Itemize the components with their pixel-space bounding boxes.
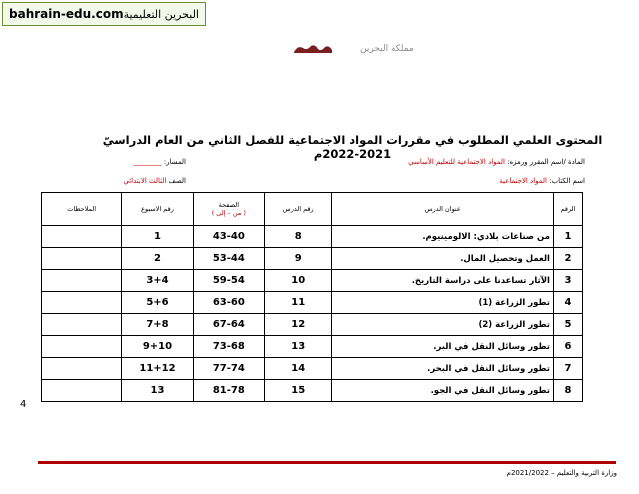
- cell-num: 8: [553, 380, 582, 402]
- cell-num: 4: [553, 292, 582, 314]
- table-header-row: [42, 193, 583, 226]
- table-row: [42, 292, 583, 314]
- header-notes: الملاحظات: [42, 193, 122, 226]
- subject-meta: [408, 158, 585, 166]
- cell-lesson-title: من صناعات بلادي: الالومينيوم.: [332, 226, 553, 248]
- cell-pages: 63-60: [193, 292, 264, 314]
- subject-label: المادة /اسم المقرر ورمزه:: [507, 158, 585, 166]
- table-row: [42, 270, 583, 292]
- footer-divider: [38, 461, 616, 464]
- cell-pages: 81-78: [193, 380, 264, 402]
- cell-pages: 43-40: [193, 226, 264, 248]
- cell-lesson-title: تطور وسائل النقل في البر.: [332, 336, 553, 358]
- header-text: مملكة البحرين: [360, 44, 414, 54]
- cell-notes: [42, 226, 122, 248]
- cell-lesson-title: تطور وسائل النقل في البحر.: [332, 358, 553, 380]
- header-week: رقم الاسبوع: [122, 193, 193, 226]
- site-badge[interactable]: [2, 2, 206, 26]
- cell-num: 1: [553, 226, 582, 248]
- header-title: عنوان الدرس: [332, 193, 553, 226]
- cell-num: 3: [553, 270, 582, 292]
- cell-week: 11+12: [122, 358, 193, 380]
- header-lesson: رقم الدرس: [264, 193, 332, 226]
- grade-value: الثالث الابتدائي: [123, 177, 167, 185]
- table-row: [42, 226, 583, 248]
- cell-week: 1: [122, 226, 193, 248]
- cell-lesson-title: تطور الزراعة (1): [332, 292, 553, 314]
- content-table: [41, 192, 583, 402]
- cell-lesson-number: 10: [264, 270, 332, 292]
- cell-num: 2: [553, 248, 582, 270]
- cell-week: 9+10: [122, 336, 193, 358]
- cell-lesson-number: 8: [264, 226, 332, 248]
- cell-notes: [42, 314, 122, 336]
- cell-notes: [42, 336, 122, 358]
- book-label: اسم الكتاب:: [549, 177, 585, 185]
- cell-pages: 53-44: [193, 248, 264, 270]
- cell-week: 13: [122, 380, 193, 402]
- site-name: البحرين التعليمية: [123, 7, 199, 21]
- cell-pages: 73-68: [193, 336, 264, 358]
- header-page-label: الصفحة: [218, 201, 240, 209]
- table-row: [42, 336, 583, 358]
- cell-lesson-title: الآثار تساعدنا على دراسة التاريخ.: [332, 270, 553, 292]
- cell-lesson-number: 15: [264, 380, 332, 402]
- cell-notes: [42, 248, 122, 270]
- cell-notes: [42, 358, 122, 380]
- cell-num: 6: [553, 336, 582, 358]
- track-meta: [134, 158, 186, 166]
- cell-lesson-number: 13: [264, 336, 332, 358]
- subject-value: المواد الاجتماعية للتعليم الأساسي: [408, 158, 505, 166]
- cell-notes: [42, 292, 122, 314]
- cell-lesson-number: 9: [264, 248, 332, 270]
- header-page-range: ( من – إلى ): [211, 209, 246, 217]
- cell-lesson-title: تطور الزراعة (2): [332, 314, 553, 336]
- cell-week: 5+6: [122, 292, 193, 314]
- cell-lesson-number: 12: [264, 314, 332, 336]
- cell-lesson-number: 11: [264, 292, 332, 314]
- cell-num: 7: [553, 358, 582, 380]
- header-num: الرقم: [553, 193, 582, 226]
- table-row: [42, 248, 583, 270]
- cell-pages: 59-54: [193, 270, 264, 292]
- document-title: المحتوى العلمي المطلوب في مقررات المواد الاجتماعية للفصل الثاني من العام الدراسيّ 2021-2022م: [102, 133, 603, 161]
- cell-pages: 67-64: [193, 314, 264, 336]
- cell-lesson-title: العمل وتحصيل المال.: [332, 248, 553, 270]
- cell-week: 3+4: [122, 270, 193, 292]
- grade-label: الصف: [168, 177, 186, 185]
- track-value: ________: [133, 158, 162, 166]
- cell-notes: [42, 380, 122, 402]
- page-number: 4: [20, 399, 27, 410]
- footer-text: وزارة التربية والتعليم – 2021/2022م: [506, 469, 617, 477]
- site-url[interactable]: bahrain-edu.com: [9, 7, 124, 21]
- table-row: [42, 380, 583, 402]
- table-row: [42, 314, 583, 336]
- ministry-logo-icon: [293, 43, 333, 55]
- table-body: [42, 226, 583, 402]
- track-label: المسار:: [163, 158, 186, 166]
- cell-num: 5: [553, 314, 582, 336]
- cell-lesson-title: تطور وسائل النقل في الجو.: [332, 380, 553, 402]
- table-row: [42, 358, 583, 380]
- header-page: [193, 193, 264, 226]
- book-value: المواد الاجتماعية: [499, 177, 547, 185]
- cell-week: 2: [122, 248, 193, 270]
- cell-notes: [42, 270, 122, 292]
- cell-pages: 77-74: [193, 358, 264, 380]
- book-meta: [499, 177, 585, 185]
- grade-meta: [123, 177, 186, 185]
- cell-lesson-number: 14: [264, 358, 332, 380]
- cell-week: 7+8: [122, 314, 193, 336]
